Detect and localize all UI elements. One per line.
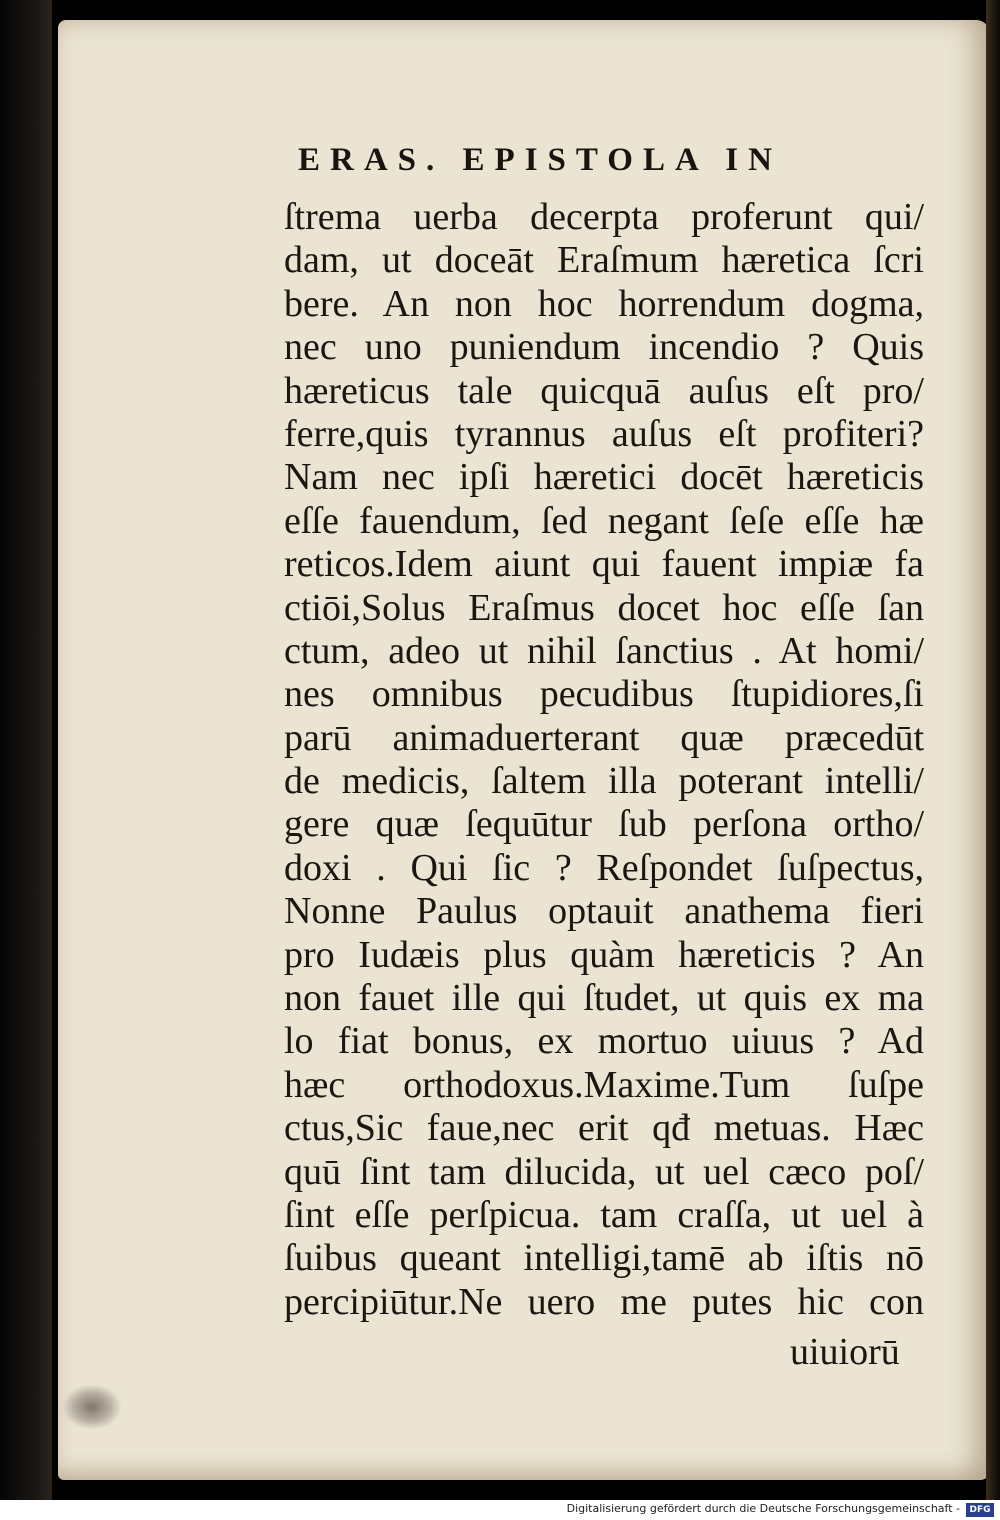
text-line: doxi . Qui ſic ? Reſpondet ſuſpectus, — [284, 846, 924, 889]
text-line: ferre,quis tyrannus auſus eſt profiteri? — [284, 412, 924, 455]
text-line: percipiūtur.Ne uero me putes hic con — [284, 1280, 924, 1323]
text-line: ctus,Sic faue,nec erit qđ metuas. Hæc — [284, 1107, 924, 1150]
text-line: nec uno puniendum incendio ? Quis — [284, 326, 924, 369]
text-line: ſuibus queant intelligi,tamē ab iſtis nō — [284, 1237, 924, 1280]
text-line: lo fiat bonus, ex mortuo uiuus ? Ad — [284, 1020, 924, 1063]
text-line: parū animaduerterant quæ præcedūt — [284, 716, 924, 759]
text-block — [284, 196, 924, 1324]
text-line: hæc orthodoxus.Maxime.Tum ſuſpe — [284, 1063, 924, 1106]
text-line: reticos.Idem aiunt qui fauent impiæ fa — [284, 543, 924, 586]
text-line: ctum, adeo ut nihil ſanctius . At homi/ — [284, 629, 924, 672]
text-line: ctiōi,Solus Eraſmus docet hoc eſſe ſan — [284, 586, 924, 629]
text-line: de medicis, ſaltem illa poterant intelli/ — [284, 760, 924, 803]
running-head: ERAS. EPISTOLA IN — [298, 142, 782, 178]
ink-smudge — [62, 1384, 122, 1430]
footer-bar — [0, 1500, 1000, 1520]
text-line: Nonne Paulus optauit anathema fieri — [284, 890, 924, 933]
text-line: gere quæ ſequūtur ſub perſona ortho/ — [284, 803, 924, 846]
catchword: uiuiorū — [790, 1331, 900, 1373]
text-line: nes omnibus pecudibus ſtupidiores,ſi — [284, 673, 924, 716]
page-edge-shadow — [986, 0, 1000, 1500]
text-line: Nam nec ipſi hæretici docēt hæreticis — [284, 456, 924, 499]
text-line: ſint eſſe perſpicua. tam craſſa, ut uel à — [284, 1193, 924, 1236]
footer-credit: Digitalisierung gefördert durch die Deutsche Forschungsgemeinschaft - — [566, 1502, 960, 1515]
text-line: quū ſint tam dilucida, ut uel cæco poſ/ — [284, 1150, 924, 1193]
dfg-logo: DFG — [966, 1503, 994, 1517]
text-line: ſtrema uerba decerpta proferunt qui/ — [284, 196, 924, 238]
book-spine — [0, 0, 52, 1500]
text-line: pro Iudæis plus quàm hæreticis ? An — [284, 933, 924, 976]
text-line: dam, ut doceāt Eraſmum hæretica ſcri — [284, 239, 924, 282]
text-line: bere. An non hoc horrendum dogma, — [284, 282, 924, 325]
text-line: eſſe fauendum, ſed negant ſeſe eſſe hæ — [284, 499, 924, 542]
text-line: hæreticus tale quicquā auſus eſt pro/ — [284, 369, 924, 412]
text-line: non fauet ille qui ſtudet, ut quis ex ma — [284, 977, 924, 1020]
